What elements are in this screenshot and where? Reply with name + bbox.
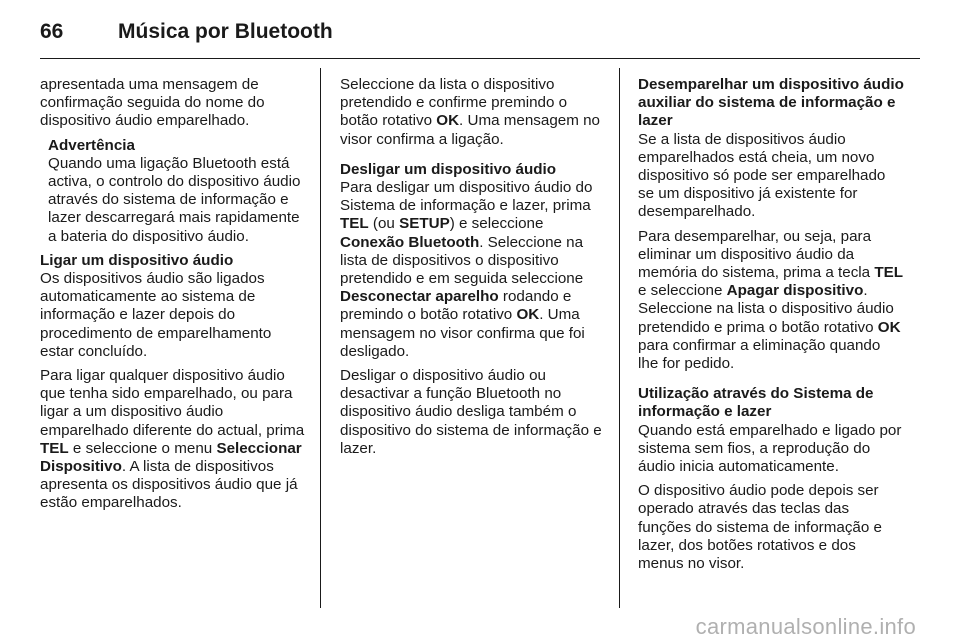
col2-paragraph-1 [340, 76, 606, 149]
text-run: e seleccione o menu [68, 439, 217, 457]
text-run: . Seleccione na lista o dispositivo áudio pretendido e prima o botão rotativo [638, 282, 894, 336]
page-header [40, 14, 920, 50]
header-rule [40, 58, 920, 59]
text-run: e seleccione [638, 282, 727, 300]
text-run: rodando e premindo o botão rotativo [340, 288, 572, 324]
tel-key-label: TEL [874, 264, 904, 282]
menu-select-device-label: Seleccionar Dispositivo [40, 439, 302, 476]
ok-button-label: OK [877, 318, 901, 336]
heading-unpair-device: Desemparelhar um dispositivo áudio auxiliar do sistema de informação e lazer [638, 76, 904, 130]
text-run: . Seleccione na lista de dispositivos o dispositivo pretendido e em seguida seleccione [340, 233, 584, 288]
col3-paragraph-1: Se a lista de dispositivos áudio emparelhados está cheia, um novo dispositivo só pode ser emparelhado se um dispositivo já existente for desemparelhado. [638, 130, 886, 221]
page-title: Música por Bluetooth [118, 20, 333, 43]
ok-button-label: OK [516, 306, 540, 324]
disconnect-device-label: Desconectar aparelho [340, 288, 499, 306]
delete-device-label: Apagar dispositivo [726, 282, 864, 300]
heading-disconnect-device: Desligar um dispositivo áudio [340, 160, 557, 178]
note-heading: Advertência [48, 136, 135, 154]
tel-key-label: TEL [340, 215, 369, 233]
text-run: para confirmar a eliminação quando lhe for pedido. [638, 336, 881, 373]
col1-paragraph-1: apresentada uma mensagem de confirmação seguida do nome do dispositivo áudio emparelhado. [40, 76, 265, 130]
col2-paragraph-2 [340, 179, 606, 361]
text-run: . Uma mensagem no visor confirma que foi desligado. [340, 306, 585, 360]
warning-note [40, 137, 306, 246]
watermark: carmanualsonline.info [695, 614, 916, 639]
note-text: Quando uma ligação Bluetooth está activa, o controlo do dispositivo áudio através do sistema de informação e lazer descarregará mais rapidamente a bateria do dispositivo áudio. [48, 154, 301, 245]
setup-key-label: SETUP [399, 215, 450, 233]
col1-paragraph-2: Os dispositivos áudio são ligados automaticamente ao sistema de informação e lazer depois do procedimento de emparelhamento estar concluído. [40, 270, 272, 360]
column-divider-1 [320, 68, 321, 608]
text-run: (ou [368, 215, 400, 233]
col3-paragraph-2 [638, 228, 904, 374]
text-run: ) e seleccione [449, 215, 544, 233]
text-run: Para ligar qualquer dispositivo áudio que tenha sido emparelhado, ou para ligar a um dispositivo áudio emparelhado diferente do actual, prima [40, 367, 305, 439]
text-run: Seleccione da lista o dispositivo pretendido e confirme premindo o botão rotativo [340, 76, 568, 130]
heading-usage: Utilização através do Sistema de informação e lazer [638, 385, 874, 421]
bluetooth-connection-label: Conexão Bluetooth [340, 233, 480, 251]
heading-connect-device: Ligar um dispositivo áudio [40, 251, 234, 269]
text-run: . Uma mensagem no visor confirma a ligação. [340, 112, 600, 148]
col3-paragraph-4: O dispositivo áudio pode depois ser operado através das teclas das funções do sistema de informação e lazer, dos botões rotativos e dos menus no visor. [638, 482, 882, 573]
column-divider-2 [619, 68, 620, 608]
tel-key-label: TEL [40, 439, 69, 457]
text-run: Para desemparelhar, ou seja, para eliminar um dispositivo áudio da memória do sistema, prima a tecla [638, 227, 875, 282]
page-number: 66 [40, 20, 64, 43]
col1-paragraph-3 [40, 367, 306, 513]
text-run: Para desligar um dispositivo áudio do Sistema de informação e lazer, prima [340, 179, 593, 215]
col2-paragraph-3: Desligar o dispositivo áudio ou desactivar a função Bluetooth no dispositivo áudio desliga também o dispositivo do sistema de informação e lazer. [340, 367, 602, 457]
column-2 [340, 76, 606, 464]
column-3 [638, 76, 904, 579]
text-run: . A lista de dispositivos apresenta os dispositivos áudio que já estão emparelhados. [40, 458, 298, 512]
col3-paragraph-3: Quando está emparelhado e ligado por sistema sem fios, a reprodução do áudio inicia automaticamente. [638, 421, 902, 476]
column-1 [40, 76, 306, 519]
ok-button-label: OK [436, 112, 460, 130]
